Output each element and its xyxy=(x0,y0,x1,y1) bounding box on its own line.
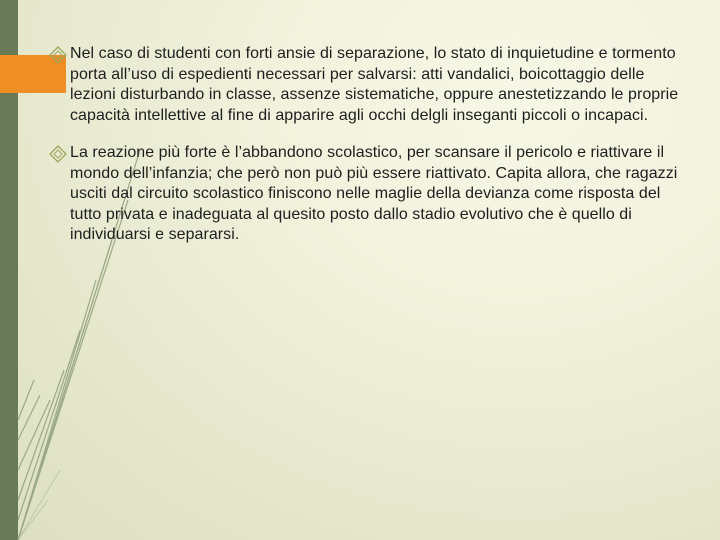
bullet-text: La reazione più forte è l’abbandono scolastico, per scansare il pericolo e riattivare il mondo dell’infanzia; che però non può più essere riattivato. Capita allora, che ragazzi usciti dal circuito scolastico finiscono nelle maglie della devianza come risposta del tutto privata e inadeguata al quesito posto dallo stadio evolutivo che è quello di individuarsi e separarsi. xyxy=(70,144,678,243)
bullet-list xyxy=(44,44,680,263)
bullet-item xyxy=(44,143,680,246)
diamond-bullet-icon xyxy=(49,46,67,64)
bullet-item xyxy=(44,44,680,126)
diamond-bullet-icon xyxy=(49,145,67,163)
bullet-text: Nel caso di studenti con forti ansie di separazione, lo stato di inquietudine e tormento porta all’uso di espedienti necessari per salvarsi: atti vandalici, boicottaggio delle lezioni disturbando in classe, assenze sistematiche, oppure anestetizzando le proprie capacità intellettive al fine di apparire agli occhi delgli inseganti piccoli o incapaci. xyxy=(70,45,679,124)
